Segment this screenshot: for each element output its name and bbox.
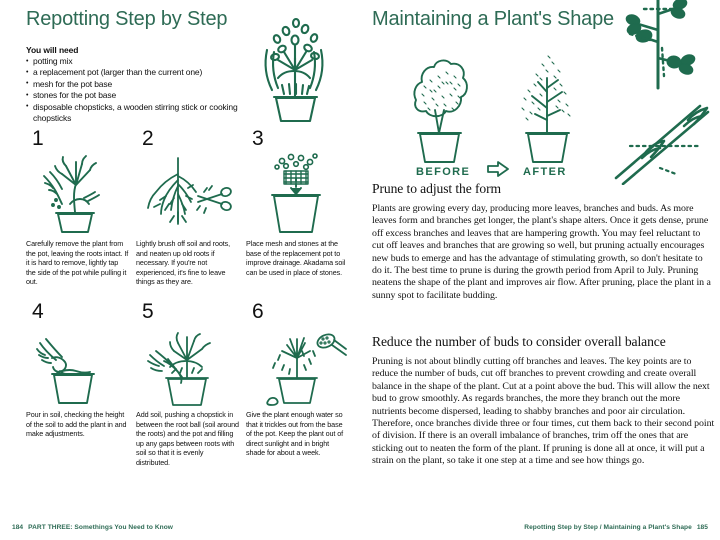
hand-pouring-soil-icon xyxy=(26,325,130,407)
footer-page-number-left: 184 xyxy=(12,524,24,531)
steps-row-1 xyxy=(26,128,356,287)
step-number: 3 xyxy=(252,127,264,150)
section-reduce-the-number-of-buds xyxy=(372,334,716,468)
chopstick-tamping-soil-icon xyxy=(136,325,240,407)
step-caption: Place mesh and stones at the base of the replacement pot to improve drainage. Akadama soil can be used in place of stones. xyxy=(246,239,346,277)
step-number: 1 xyxy=(32,127,44,150)
footer-chapter-label: Repotting Step by Step / Maintaining a Plant's Shape xyxy=(524,524,692,531)
step-caption: Add soil, pushing a chopstick in between the root ball (soil around the roots) and the pot and filling up any gaps between roots with soil so that it is evenly distributed. xyxy=(136,409,239,467)
step-caption: Carefully remove the plant from the pot, leaving the roots intact. If it is hard to remove, lightly tap the side of the pot while pulling it out. xyxy=(26,239,129,287)
right-page xyxy=(362,0,720,540)
material-item: • a replacement pot (larger than the current one) xyxy=(26,67,266,78)
before-after-illustration xyxy=(372,38,622,178)
material-item: • potting mix xyxy=(26,56,266,67)
steps-grid xyxy=(26,128,356,468)
watering-can-watering-plant-icon xyxy=(246,325,350,407)
steps-row-2 xyxy=(26,301,356,468)
materials-items xyxy=(26,56,266,124)
roots-with-scissors-icon xyxy=(136,152,240,236)
step-number: 6 xyxy=(252,299,264,323)
materials-list xyxy=(26,45,266,124)
step-caption: Give the plant enough water so that it trickles out from the base of the pot. Keep the plant out of direct sunlight and in bright shade for about a week. xyxy=(246,409,344,458)
material-item: • stones for the pot base xyxy=(26,90,266,101)
section-body: Plants are growing every day, producing more leaves, branches and buds. As more leaves form and branches get longer, the plant's shape alters. Once it gets dense, prune off excess branches and leaves that are hampering growth. You may feel reluctant to cut off leaves and branches that are growing so well, but pruning actually encourages new buds to emerge and has the advantage of stimulating growth, so don't hesitate to do it. The best time to prune is during the growth period from April to July. Pruning neatens the shape of the plant and improves air flow. After pruning, place the plant in a sunny spot to facilitate budding. xyxy=(372,203,711,301)
footer-right xyxy=(524,524,708,531)
step-caption: Lightly brush off soil and roots, and neaten up old roots if necessary. If you're not experienced, it's fine to leave things as they are. xyxy=(136,239,231,287)
step-caption: Pour in soil, checking the height of the soil to add the plant in and make adjustments. xyxy=(26,409,127,439)
step-5 xyxy=(136,301,246,468)
step-1 xyxy=(26,128,136,287)
footer-part-label: PART THREE: Somethings You Need to Know xyxy=(28,524,173,531)
mesh-and-stones-into-pot-icon xyxy=(246,152,350,236)
step-number: 2 xyxy=(142,127,154,150)
page-title-maintaining: Maintaining a Plant's Shape xyxy=(372,8,614,30)
pruning-shears-cutting-stem-icon xyxy=(616,106,708,184)
step-4 xyxy=(26,301,136,468)
after-label: AFTER xyxy=(523,166,567,178)
footer-page-number-right: 185 xyxy=(696,524,708,531)
section-heading: Reduce the number of buds to consider overall balance xyxy=(372,334,666,349)
branch-with-leaves-and-dotted-cut-lines-icon xyxy=(625,0,697,88)
right-arrow-icon xyxy=(488,162,508,176)
step-3 xyxy=(246,128,356,287)
section-prune-to-adjust-the-form xyxy=(372,181,712,302)
before-label: BEFORE xyxy=(416,166,471,178)
materials-heading: You will need xyxy=(26,45,79,55)
hand-removing-plant-from-pot-icon xyxy=(26,152,130,236)
material-item: • mesh for the pot base xyxy=(26,79,266,90)
section-body: Pruning is not about blindly cutting off branches and leaves. The key points are to reduce the number of buds, cut off branches to prevent crowding and create overall balance in the shape of the plant. Cut at a point above the bud. This will allow the next bud to grow smoothly. As regards branches, the more they branch out the more nutrients become dispersed, leading to shabby branches and poor air circulation. Therefore, once branches divide three or four times, cut them back to their second point of division. If there is an overall imbalance of branches, trim off the ones that are sticking out to neaten the form of the plant. If pruning is done all at once, it will put a strain on the plant, so take it one step at a time and see how things go. xyxy=(372,356,715,467)
step-number: 5 xyxy=(142,299,154,323)
material-item: • disposable chopsticks, a wooden stirring stick or cooking chopsticks xyxy=(26,102,266,125)
footer-left xyxy=(12,524,173,531)
step-2 xyxy=(136,128,246,287)
page-title-repotting: Repotting Step by Step xyxy=(26,8,228,30)
section-heading: Prune to adjust the form xyxy=(372,181,501,196)
step-number: 4 xyxy=(32,299,44,323)
step-6 xyxy=(246,301,356,468)
corner-illustrations xyxy=(600,0,720,185)
